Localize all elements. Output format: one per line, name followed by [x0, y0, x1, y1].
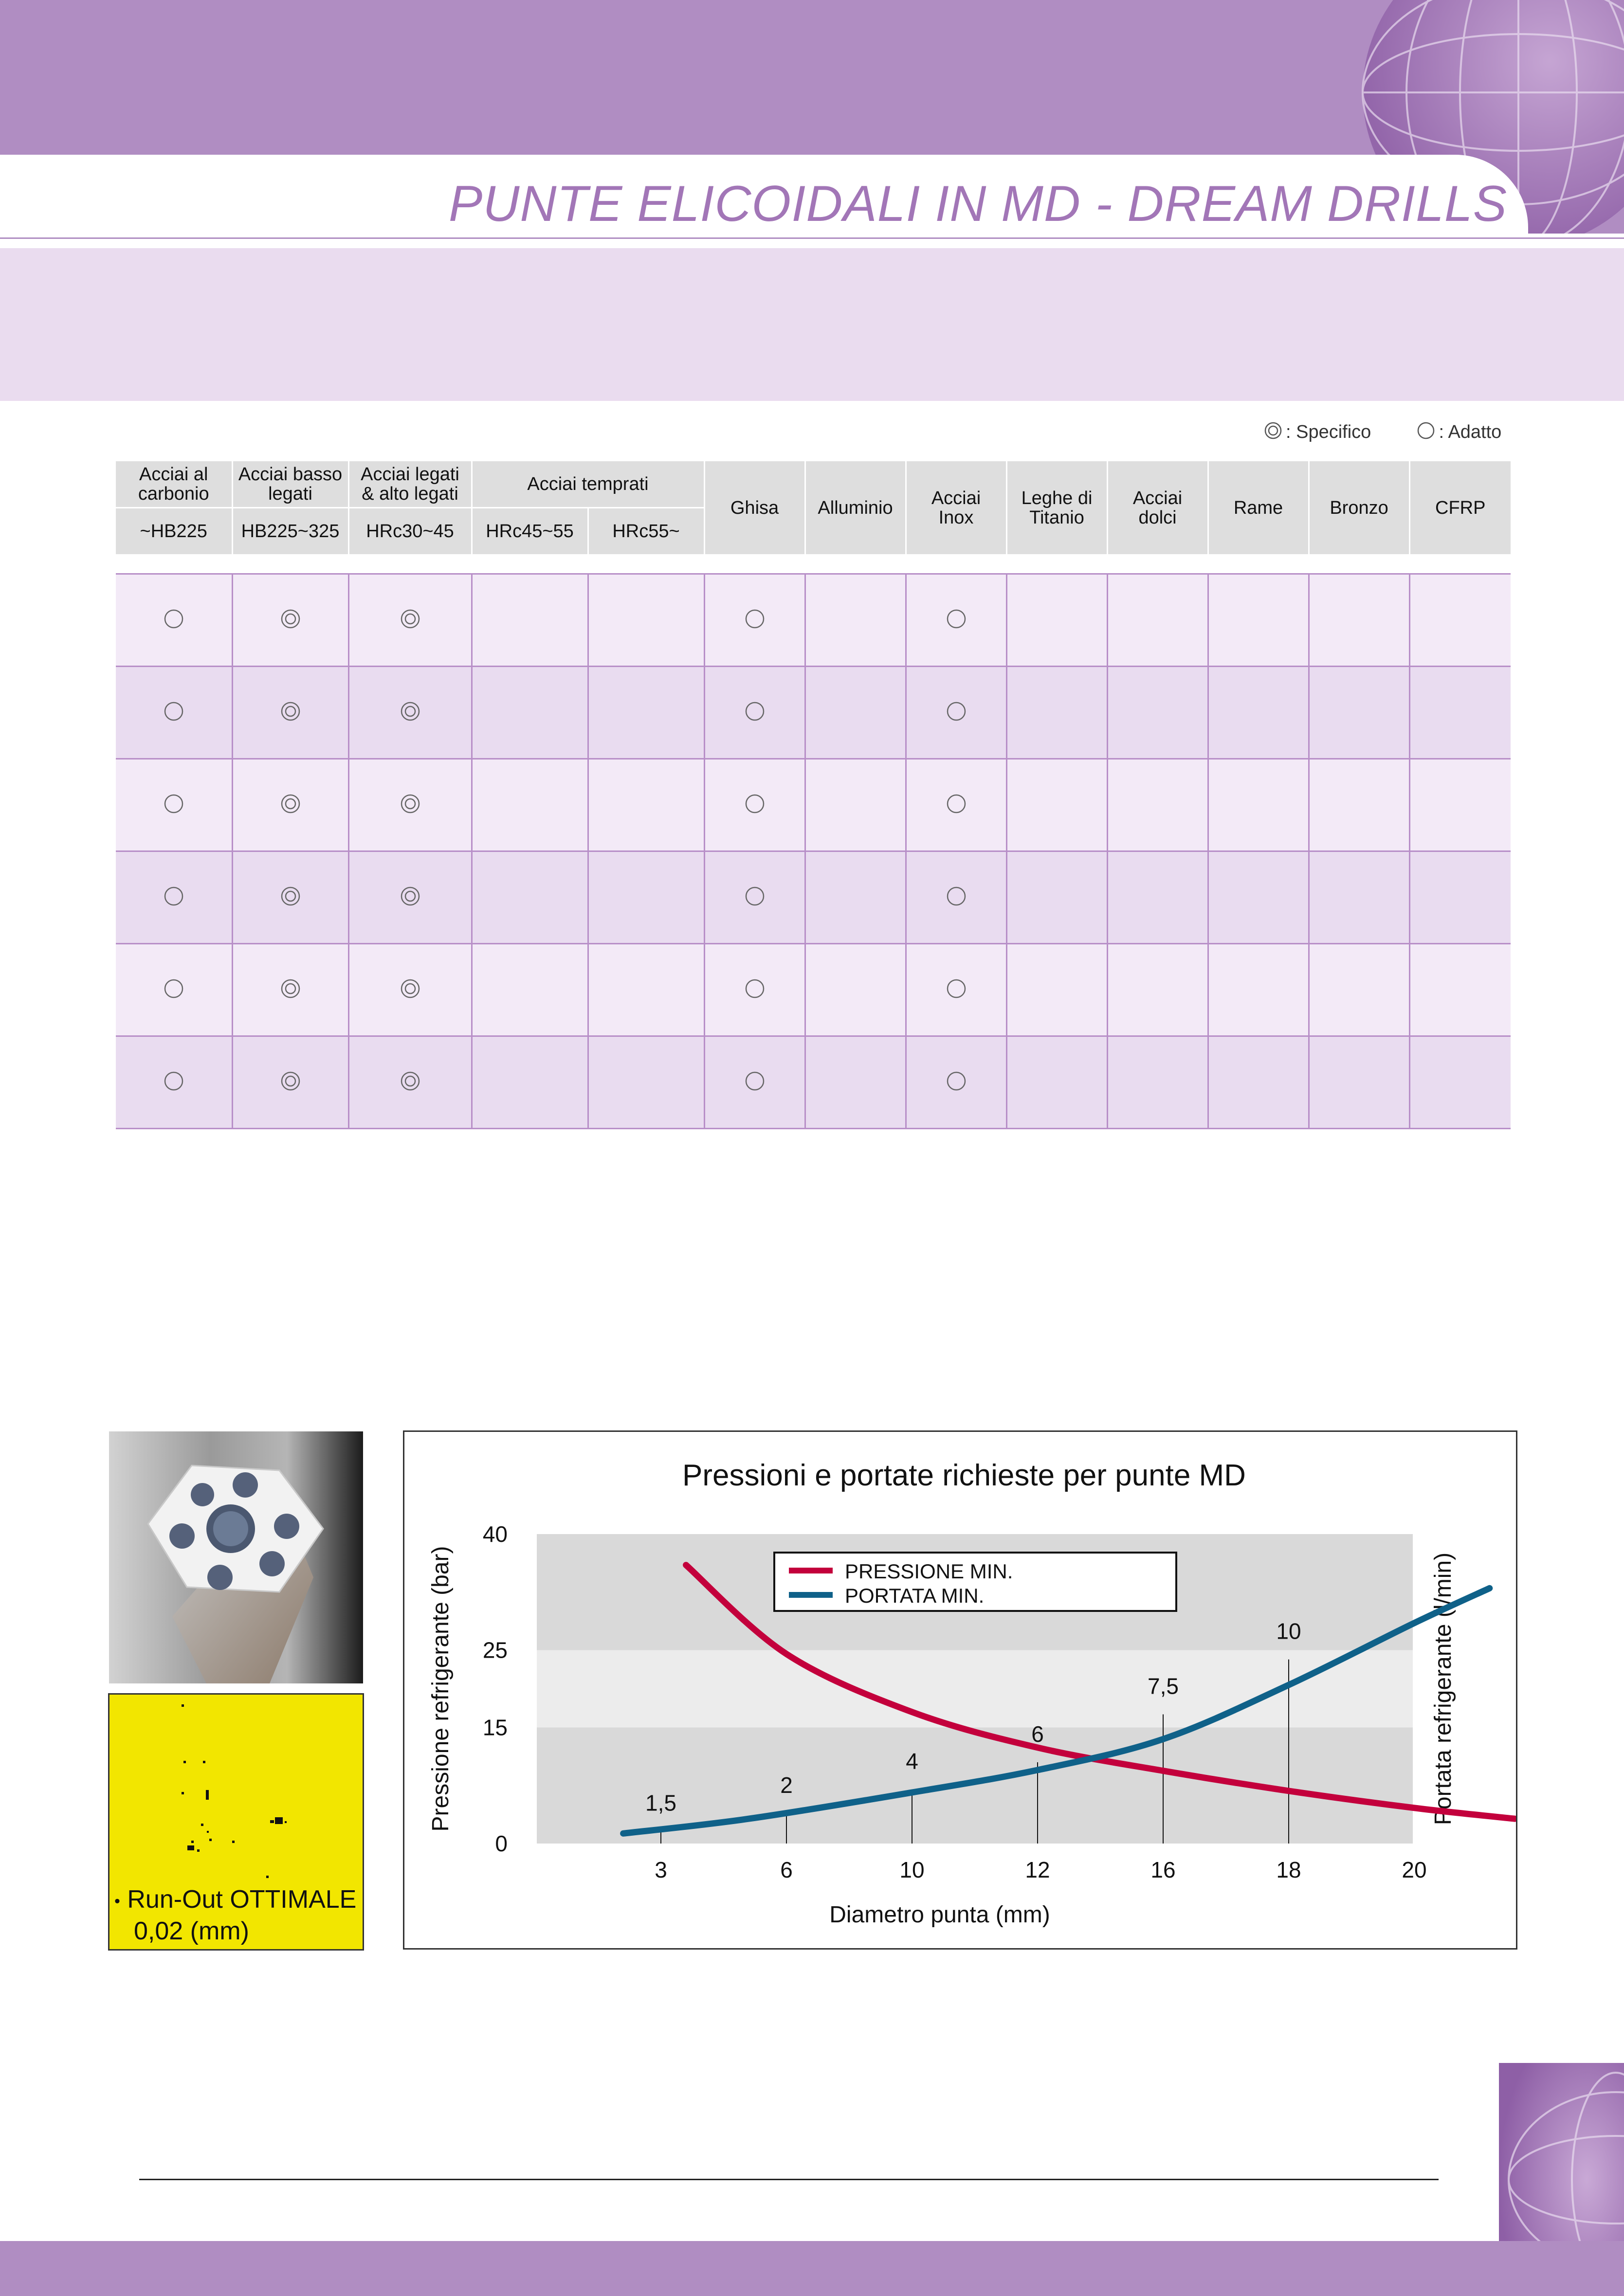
table-cell	[116, 1036, 232, 1129]
table-row	[116, 944, 1511, 1036]
table-cell	[472, 667, 588, 759]
table-cell	[232, 667, 348, 759]
table-cell	[805, 667, 906, 759]
circle-icon	[946, 716, 967, 724]
table-cell	[232, 1036, 348, 1129]
table-cell	[1409, 759, 1511, 851]
x-tick-label: 3	[655, 1857, 667, 1882]
symbol-legend	[1260, 421, 1501, 445]
table-cell	[1107, 667, 1208, 759]
col-header-bronzo: Bronzo	[1309, 461, 1409, 555]
circle-icon	[946, 623, 967, 632]
circle-icon	[744, 623, 766, 632]
circle-icon	[163, 901, 184, 909]
table-cell	[1006, 759, 1107, 851]
circle-icon	[163, 808, 184, 816]
col-header-ghisa: Ghisa	[704, 461, 805, 555]
col-header-acciai-carbonio: Acciai al carbonio	[116, 461, 232, 508]
table-cell	[588, 759, 704, 851]
table-row	[116, 667, 1511, 759]
table-cell	[116, 667, 232, 759]
double-circle-icon	[400, 901, 421, 909]
table-cell	[906, 759, 1006, 851]
table-cell	[1309, 667, 1409, 759]
table-cell	[116, 944, 232, 1036]
table-cell	[1309, 574, 1409, 667]
table-cell	[704, 759, 805, 851]
page-title: PUNTE ELICOIDALI IN MD - DREAM DRILLS	[448, 176, 1507, 232]
table-cell	[1409, 944, 1511, 1036]
footer-divider	[139, 2179, 1439, 2180]
table-cell	[1409, 851, 1511, 944]
runout-scatter-graphic	[109, 1695, 363, 1880]
table-cell	[906, 851, 1006, 944]
col-subheader-hardness: HRc45~55	[472, 508, 588, 555]
double-circle-icon	[280, 1085, 301, 1094]
annotation-label: 2	[780, 1772, 793, 1798]
title-divider	[0, 237, 1624, 239]
x-tick-label: 12	[1025, 1857, 1050, 1882]
footer-band	[0, 2241, 1624, 2296]
table-cell	[588, 574, 704, 667]
annotation-label: 10	[1276, 1618, 1301, 1644]
runout-text	[114, 1884, 356, 1946]
legend-label: PRESSIONE MIN.	[845, 1560, 1013, 1583]
circle-icon	[946, 1085, 967, 1094]
x-tick-label: 18	[1276, 1857, 1301, 1882]
double-circle-icon	[280, 623, 301, 632]
circle-icon	[163, 623, 184, 632]
table-cell	[805, 759, 906, 851]
table-cell	[588, 1036, 704, 1129]
table-cell	[472, 1036, 588, 1129]
table-cell	[1107, 944, 1208, 1036]
circle-icon	[744, 808, 766, 816]
legend-suitable-label: : Adatto	[1439, 422, 1502, 443]
materials-table-body	[116, 574, 1511, 1129]
table-cell	[805, 1036, 906, 1129]
table-cell	[805, 574, 906, 667]
table-cell	[472, 851, 588, 944]
table-cell	[232, 944, 348, 1036]
double-circle-icon	[400, 808, 421, 816]
col-subheader-hardness: HRc55~	[588, 508, 704, 555]
x-tick-label: 6	[780, 1857, 793, 1882]
double-circle-icon	[400, 1085, 421, 1094]
x-tick-label: 10	[899, 1857, 925, 1882]
table-cell	[906, 667, 1006, 759]
materials-table	[116, 461, 1511, 1129]
table-cell	[1409, 1036, 1511, 1129]
runout-line2: 0,02 (mm)	[134, 1917, 249, 1946]
col-header-leghe-titanio: Leghe di Titanio	[1006, 461, 1107, 555]
table-cell	[348, 851, 472, 944]
table-cell	[1409, 574, 1511, 667]
circle-icon	[744, 1085, 766, 1094]
x-axis-label: Diametro punta (mm)	[829, 1902, 1050, 1928]
table-cell	[116, 759, 232, 851]
table-cell	[805, 944, 906, 1036]
table-cell	[588, 944, 704, 1036]
circle-icon	[163, 993, 184, 1001]
col-subheader-hardness: HRc30~45	[348, 508, 472, 555]
annotation-label: 6	[1031, 1721, 1044, 1747]
table-cell	[232, 574, 348, 667]
col-header-acciai-basso-legati: Acciai basso legati	[232, 461, 348, 508]
circle-icon	[744, 716, 766, 724]
footer-white-panel	[0, 2063, 1533, 2241]
y-axis-label: Pressione refrigerante (bar)	[428, 1546, 454, 1832]
double-circle-icon	[280, 716, 301, 724]
col-header-acciai-dolci: Acciai dolci	[1107, 461, 1208, 555]
chart-title: Pressioni e portate richieste per punte MD	[682, 1459, 1246, 1492]
table-cell	[1107, 851, 1208, 944]
double-circle-icon	[400, 716, 421, 724]
double-circle-icon	[280, 808, 301, 816]
table-cell	[704, 574, 805, 667]
y-tick-label: 40	[482, 1521, 508, 1547]
table-cell	[348, 667, 472, 759]
x-tick-label: 20	[1402, 1857, 1427, 1882]
runout-box	[108, 1693, 364, 1951]
col-subheader-hardness: HB225~325	[232, 508, 348, 555]
table-cell	[1006, 574, 1107, 667]
table-cell	[1107, 574, 1208, 667]
table-cell	[1208, 1036, 1309, 1129]
table-cell	[1006, 1036, 1107, 1129]
table-cell	[348, 1036, 472, 1129]
col-header-acciai-inox: Acciai Inox	[906, 461, 1006, 555]
circle-icon	[1416, 421, 1436, 445]
y-tick-label: 0	[495, 1831, 508, 1856]
x-tick-label: 16	[1150, 1857, 1176, 1882]
table-cell	[1208, 667, 1309, 759]
coolant-chart-svg	[404, 1432, 1516, 1948]
table-row	[116, 851, 1511, 944]
y2-axis-label: Portata refrigerante (l/min)	[1430, 1552, 1456, 1826]
col-header-acciai-temprati: Acciai temprati	[472, 461, 704, 508]
col-header-rame: Rame	[1208, 461, 1309, 555]
table-cell	[1309, 944, 1409, 1036]
table-cell	[906, 574, 1006, 667]
table-row	[116, 1036, 1511, 1129]
coolant-chart	[403, 1430, 1517, 1950]
table-cell	[704, 851, 805, 944]
col-header-alluminio: Alluminio	[805, 461, 906, 555]
table-cell	[1208, 574, 1309, 667]
col-header-acciai-legati: Acciai legati & alto legati	[348, 461, 472, 508]
col-subheader-hardness: ~HB225	[116, 508, 232, 555]
lilac-band	[0, 248, 1624, 401]
table-cell	[232, 759, 348, 851]
table-cell	[1208, 944, 1309, 1036]
table-cell	[472, 944, 588, 1036]
double-circle-icon	[400, 993, 421, 1001]
table-cell	[1006, 851, 1107, 944]
table-row	[116, 759, 1511, 851]
annotation-label: 7,5	[1148, 1673, 1179, 1699]
table-cell	[805, 851, 906, 944]
y-tick-label: 25	[482, 1637, 508, 1663]
drill-tip-photo	[109, 1431, 363, 1683]
table-cell	[348, 759, 472, 851]
table-cell	[472, 759, 588, 851]
table-cell	[116, 851, 232, 944]
annotation-label: 4	[906, 1748, 918, 1774]
table-cell	[1107, 1036, 1208, 1129]
bullet: •	[114, 1892, 120, 1911]
table-cell	[348, 944, 472, 1036]
circle-icon	[946, 808, 967, 816]
table-cell	[1309, 1036, 1409, 1129]
table-cell	[704, 667, 805, 759]
table-cell	[1006, 944, 1107, 1036]
table-cell	[472, 574, 588, 667]
table-cell	[1309, 759, 1409, 851]
circle-icon	[744, 901, 766, 909]
table-cell	[588, 667, 704, 759]
table-cell	[116, 574, 232, 667]
table-cell	[704, 944, 805, 1036]
circle-icon	[946, 993, 967, 1001]
annotation-label: 1,5	[645, 1790, 676, 1816]
table-cell	[348, 574, 472, 667]
table-cell	[1107, 759, 1208, 851]
table-cell	[1409, 667, 1511, 759]
table-cell	[906, 1036, 1006, 1129]
double-circle-icon	[280, 993, 301, 1001]
table-cell	[906, 944, 1006, 1036]
double-circle-icon	[1263, 421, 1283, 445]
legend-specific-label: : Specifico	[1286, 422, 1371, 443]
table-cell	[1006, 667, 1107, 759]
table-cell	[232, 851, 348, 944]
circle-icon	[163, 1085, 184, 1094]
circle-icon	[946, 901, 967, 909]
runout-line1: Run-Out OTTIMALE	[127, 1885, 357, 1914]
table-row	[116, 574, 1511, 667]
double-circle-icon	[400, 623, 421, 632]
table-cell	[704, 1036, 805, 1129]
table-cell	[1208, 759, 1309, 851]
circle-icon	[163, 716, 184, 724]
y-tick-label: 15	[482, 1715, 508, 1740]
legend-label: PORTATA MIN.	[845, 1584, 985, 1607]
table-cell	[588, 851, 704, 944]
circle-icon	[744, 993, 766, 1001]
table-cell	[1208, 851, 1309, 944]
table-cell	[1309, 851, 1409, 944]
double-circle-icon	[280, 901, 301, 909]
col-header-cfrp: CFRP	[1409, 461, 1511, 555]
